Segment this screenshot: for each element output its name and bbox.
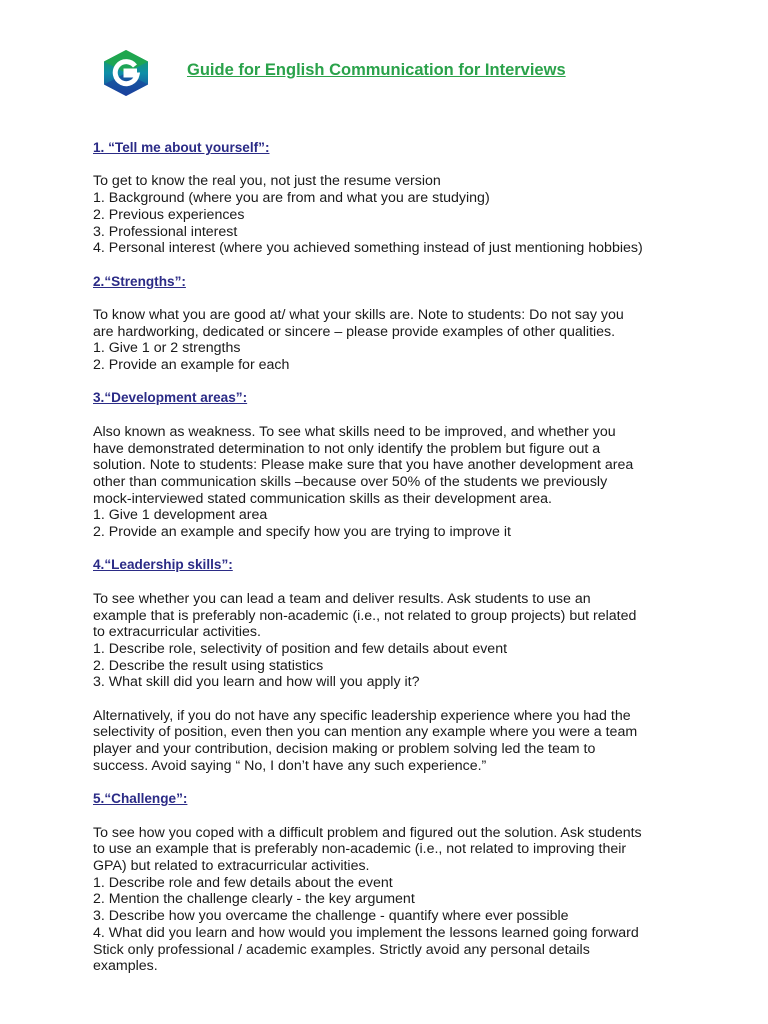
text-line: To know what you are good at/ what your skills are. Note to students: Do not say you xyxy=(93,306,624,323)
document-header xyxy=(0,0,768,110)
section-heading: 4.“Leadership skills”: xyxy=(93,557,233,573)
list-item: 2. Provide an example and specify how you are trying to improve it xyxy=(93,524,511,541)
list-item: 1. Describe role, selectivity of position and few details about event xyxy=(93,640,508,657)
text-line: success. Avoid saying “ No, I don’t have any such experience.” xyxy=(93,757,487,774)
section-tell-me-about-yourself xyxy=(93,140,703,257)
section-development-areas xyxy=(93,390,703,540)
text-line: have demonstrated determination to not only identify the problem but figure out a xyxy=(93,440,601,457)
section-strengths xyxy=(93,274,703,374)
document-body xyxy=(93,140,703,975)
section-heading: 5.“Challenge”: xyxy=(93,791,188,807)
section-heading: 3.“Development areas”: xyxy=(93,390,248,406)
text-line: Also known as weakness. To see what skills need to be improved, and whether you xyxy=(93,423,616,440)
text-line: GPA) but related to extracurricular activities. xyxy=(93,858,370,875)
text-line: examples. xyxy=(93,958,158,975)
text-line: To see how you coped with a difficult problem and figured out the solution. Ask students xyxy=(93,824,642,841)
list-item: 2. Previous experiences xyxy=(93,206,245,223)
list-item: 1. Background (where you are from and what you are studying) xyxy=(93,190,490,207)
text-line: Alternatively, if you do not have any specific leadership experience where you had the xyxy=(93,707,631,724)
text-line: mock-interviewed stated communication skills as their development area. xyxy=(93,490,552,507)
section-heading: 2.“Strengths”: xyxy=(93,273,186,289)
list-item: 2. Describe the result using statistics xyxy=(93,657,324,674)
section-leadership-skills xyxy=(93,557,703,774)
list-item: 3. Describe how you overcame the challenge - quantify where ever possible xyxy=(93,908,569,925)
text-line: example that is preferably non-academic (i.e., not related to group projects) but related xyxy=(93,607,637,624)
list-item: 2. Provide an example for each xyxy=(93,357,290,374)
list-item: 1. Give 1 or 2 strengths xyxy=(93,340,241,357)
text-line: solution. Note to students: Please make sure that you have another development area xyxy=(93,457,634,474)
text-line: to use an example that is preferably non-academic (i.e., not related to improving their xyxy=(93,841,627,858)
text-line: To see whether you can lead a team and deliver results. Ask students to use an xyxy=(93,590,591,607)
list-item: 4. What did you learn and how would you implement the lessons learned going forward xyxy=(93,924,639,941)
list-item: 1. Describe role and few details about the event xyxy=(93,874,393,891)
list-item: 1. Give 1 development area xyxy=(93,507,268,524)
list-item: 2. Mention the challenge clearly - the key argument xyxy=(93,891,415,908)
text-line: to extracurricular activities. xyxy=(93,624,261,641)
text-line: To get to know the real you, not just the resume version xyxy=(93,173,441,190)
g-logo-icon xyxy=(104,50,148,96)
list-item: 4. Personal interest (where you achieved something instead of just mentioning hobbies) xyxy=(93,240,643,257)
list-item: 3. What skill did you learn and how will you apply it? xyxy=(93,674,420,691)
section-heading: 1. “Tell me about yourself”: xyxy=(93,140,270,155)
section-challenge xyxy=(93,791,703,975)
text-line: are hardworking, dedicated or sincere – please provide examples of other qualities. xyxy=(93,323,616,340)
text-line: player and your contribution, decision making or problem solving led the team to xyxy=(93,741,596,758)
text-line: selectivity of position, even then you can mention any example where you were a team xyxy=(93,724,638,741)
text-line: other than communication skills –because over 50% of the students we previously xyxy=(93,473,608,490)
list-item: 3. Professional interest xyxy=(93,223,238,240)
document-title: Guide for English Communication for Interviews xyxy=(187,61,566,79)
text-line: Stick only professional / academic examples. Strictly avoid any personal details xyxy=(93,941,590,958)
